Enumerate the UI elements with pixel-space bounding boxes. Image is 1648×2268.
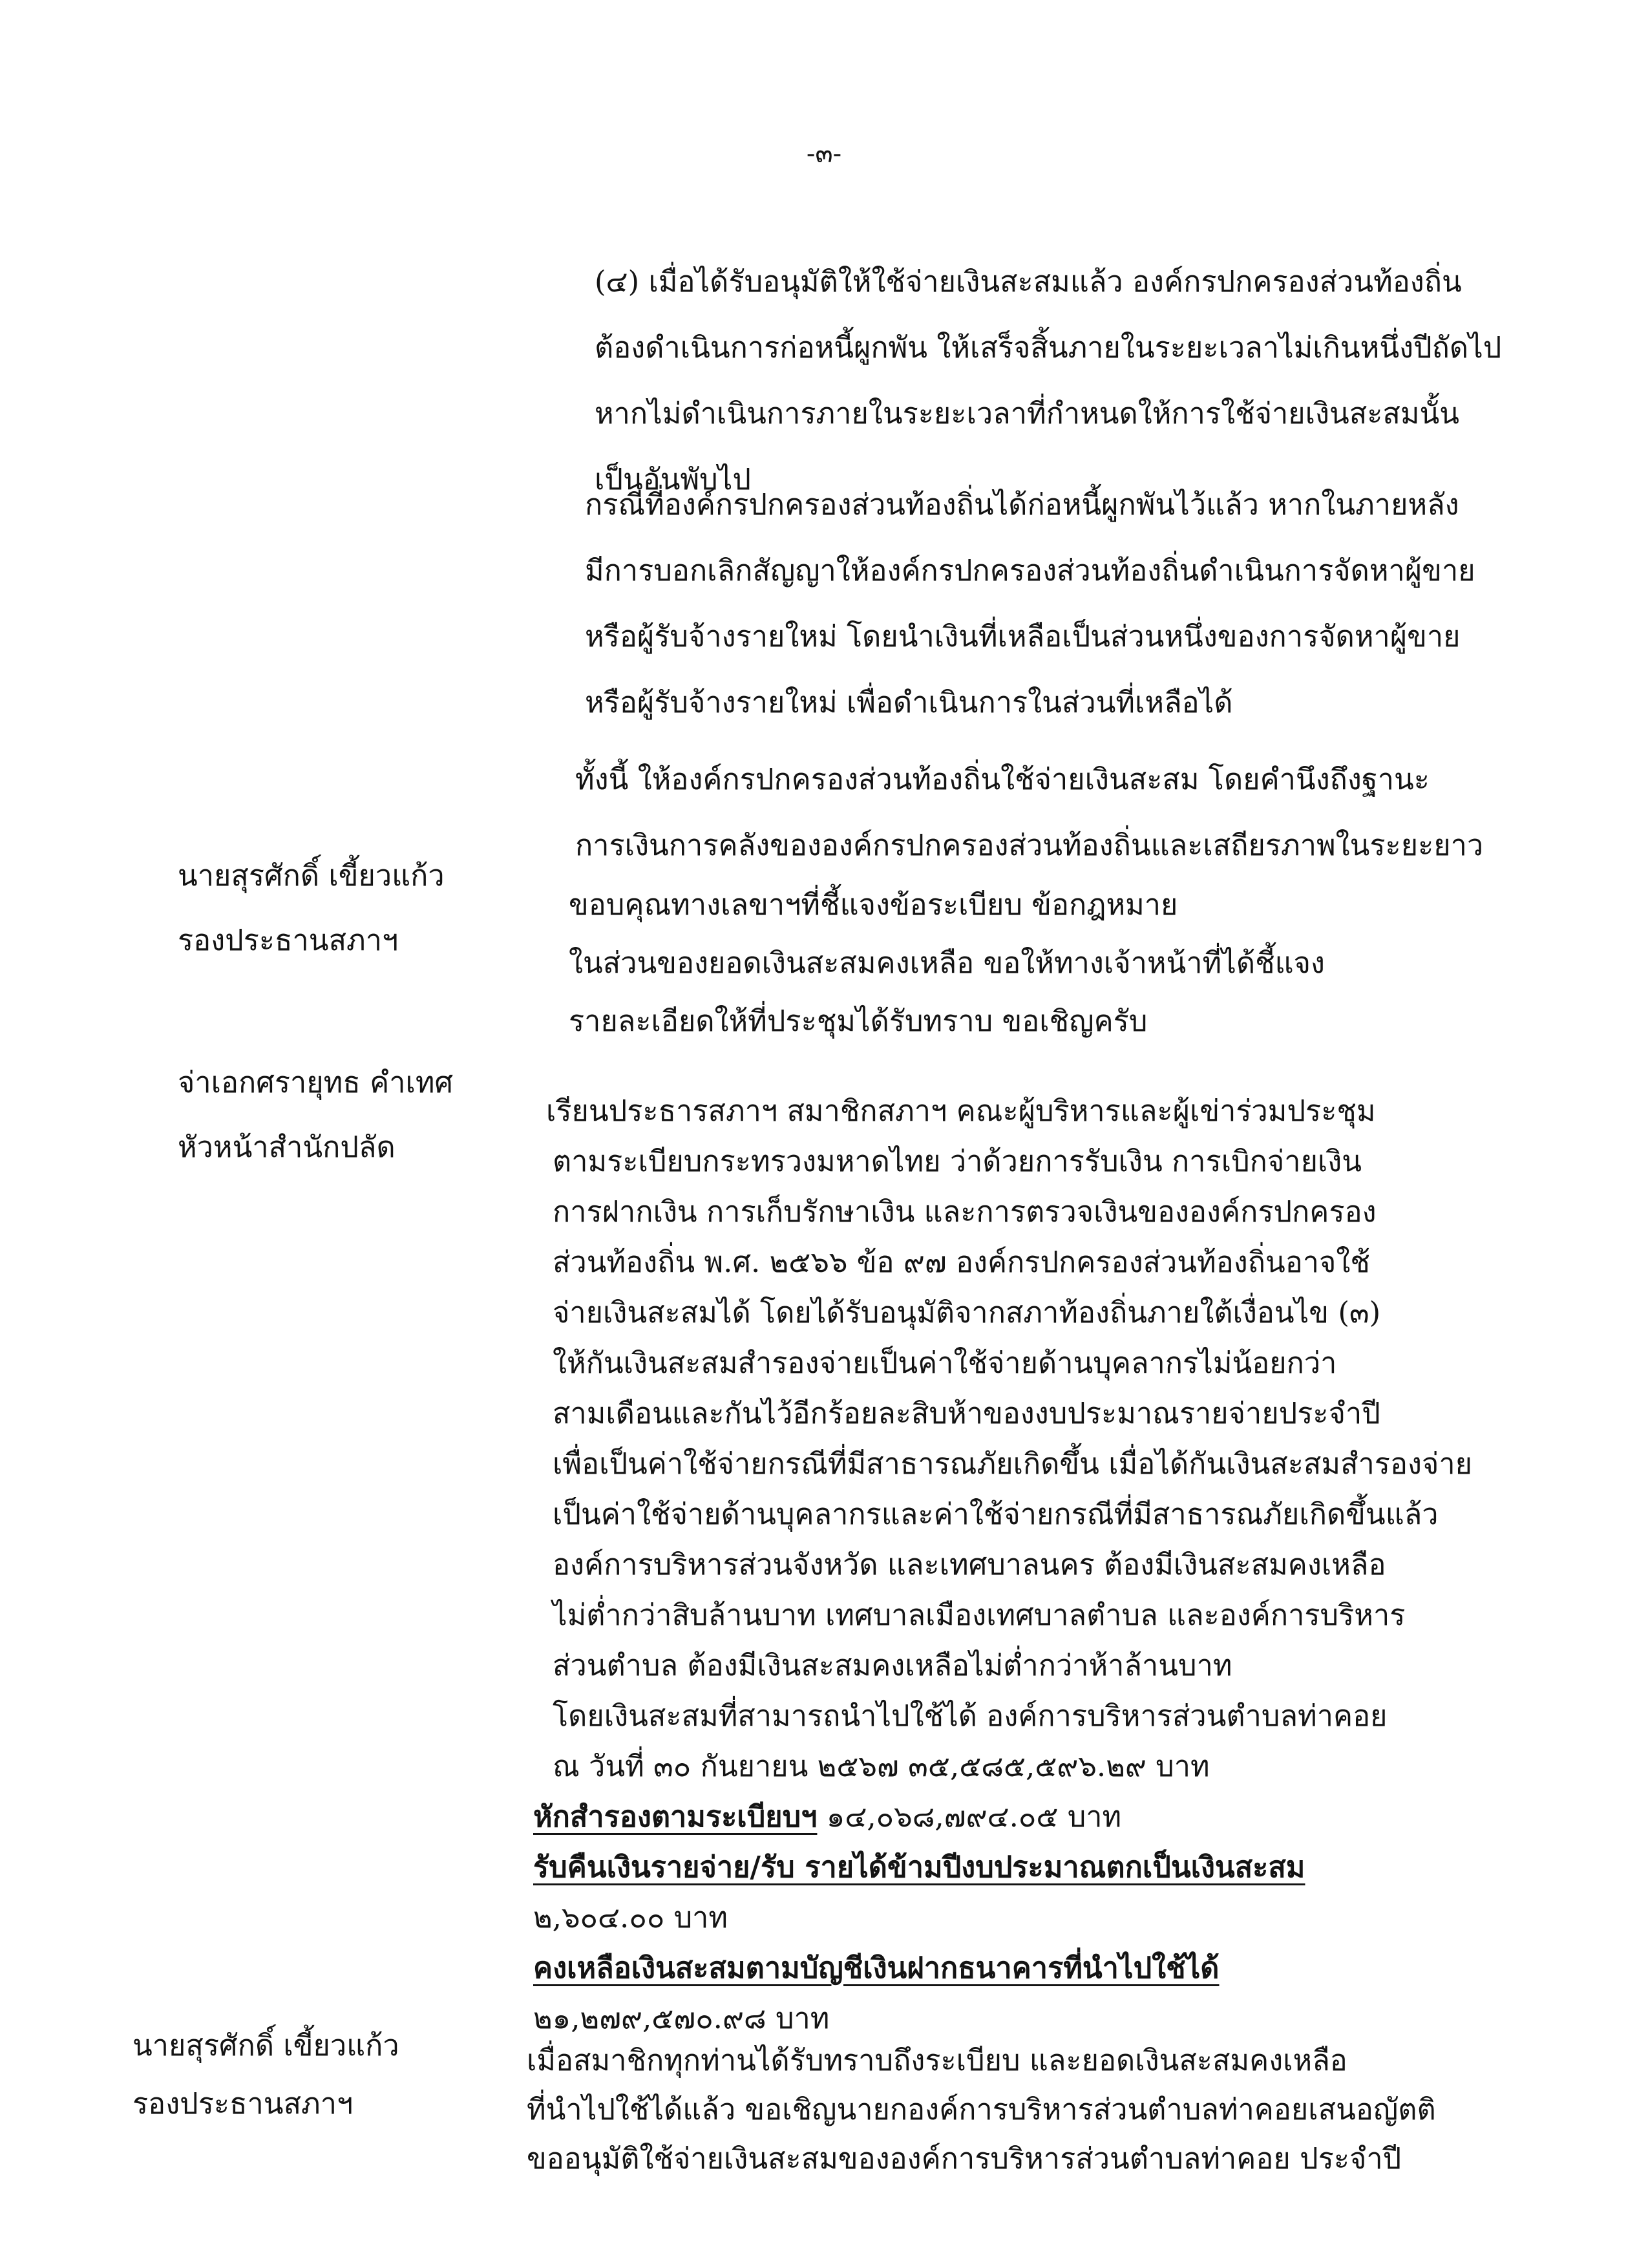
text-line: การฝากเงิน การเก็บรักษาเงิน และการตรวจเงินขององค์กรปกครอง	[553, 1194, 1377, 1229]
speech-1	[569, 876, 1325, 1050]
text-line: ขออนุมัติใช้จ่ายเงินสะสมขององค์การบริหารส่วนตำบลท่าคอย ประจำปี	[527, 2141, 1402, 2176]
text-line: (๔) เมื่อได้รับอนุมัติให้ใช้จ่ายเงินสะสมแล้ว องค์กรปกครองส่วนท้องถิ่น	[595, 264, 1462, 299]
text-line: รายละเอียดให้ที่ประชุมได้รับทราบ ขอเชิญครับ	[569, 1004, 1148, 1038]
text-line: องค์การบริหารส่วนจังหวัด และเทศบาลนคร ต้องมีเงินสะสมคงเหลือ	[553, 1547, 1386, 1582]
text-line: เป็นค่าใช้จ่ายด้านบุคลากรและค่าใช้จ่ายกรณีที่มีสาธารณภัยเกิดขึ้นแล้ว	[553, 1497, 1439, 1531]
text-line: โดยเงินสะสมที่สามารถนำไปใช้ได้ องค์การบริหารส่วนตำบลท่าคอย	[553, 1699, 1388, 1733]
speaker-name: จ่าเอกศรายุทธ คำเทศ	[178, 1065, 454, 1099]
refund-label: รับคืนเงินรายจ่าย/รับ รายได้ข้ามปีงบประมาณตกเป็นเงินสะสม	[533, 1850, 1305, 1884]
text-line: สามเดือนและกันไว้อีกร้อยละสิบห้าของงบประมาณรายจ่ายประจำปี	[553, 1396, 1380, 1430]
balance-label: คงเหลือเงินสะสมตามบัญชีเงินฝากธนาคารที่นำไปใช้ได้	[533, 1951, 1220, 1985]
text-line: กรณีที่องค์กรปกครองส่วนท้องถิ่นได้ก่อหนี้ผูกพันไว้แล้ว หากในภายหลัง	[585, 487, 1459, 522]
page-number: -๓-	[806, 139, 842, 169]
text-line: ส่วนตำบล ต้องมีเงินสะสมคงเหลือไม่ต่ำกว่าห้าล้านบาท	[553, 1648, 1232, 1682]
text-line: มีการบอกเลิกสัญญาให้องค์กรปกครองส่วนท้องถิ่นดำเนินการจัดหาผู้ขาย	[585, 553, 1475, 588]
text-line: ในส่วนของยอดเงินสะสมคงเหลือ ขอให้ทางเจ้าหน้าที่ได้ชี้แจง	[569, 946, 1325, 980]
paragraph-contract-cancel	[585, 472, 1475, 736]
text-line: หากไม่ดำเนินการภายในระยะเวลาที่กำหนดให้การใช้จ่ายเงินสะสมนั้น	[595, 396, 1460, 430]
speech-2	[533, 1086, 1472, 2044]
text-line: ขอบคุณทางเลขาฯที่ชี้แจงข้อระเบียบ ข้อกฎหมาย	[569, 887, 1178, 922]
speaker-1	[178, 843, 445, 973]
text-line: เป็นอันพับไป	[595, 462, 751, 496]
text-line: ตามระเบียบกระทรวงมหาดไทย ว่าด้วยการรับเงิน การเบิกจ่ายเงิน	[553, 1144, 1362, 1178]
text-line: ให้กันเงินสะสมสำรองจ่ายเป็นค่าใช้จ่ายด้านบุคลากรไม่น้อยกว่า	[553, 1346, 1337, 1380]
speaker-2	[178, 1050, 453, 1180]
speaker-3	[132, 2017, 399, 2133]
text-line: หรือผู้รับจ้างรายใหม่ เพื่อดำเนินการในส่วนที่เหลือได้	[585, 685, 1233, 719]
speaker-role: หัวหน้าสำนักปลัด	[178, 1130, 396, 1164]
text-line: จ่ายเงินสะสมได้ โดยได้รับอนุมัติจากสภาท้องถิ่นภายใต้เงื่อนไข (๓)	[553, 1295, 1381, 1330]
text-line: เพื่อเป็นค่าใช้จ่ายกรณีที่มีสาธารณภัยเกิดขึ้น เมื่อได้กันเงินสะสมสำรองจ่าย	[553, 1447, 1472, 1481]
text-line: ที่นำไปใช้ได้แล้ว ขอเชิญนายกองค์การบริหารส่วนตำบลท่าคอยเสนอญัตติ	[527, 2092, 1436, 2126]
text-line: ไม่ต่ำกว่าสิบล้านบาท เทศบาลเมืองเทศบาลตำบล และองค์การบริหาร	[553, 1598, 1406, 1632]
text-line: ณ วันที่ ๓๐ กันยายน ๒๕๖๗ ๓๕,๕๘๕,๕๙๖.๒๙ บาท	[553, 1749, 1210, 1783]
text-line: เรียนประธารสภาฯ สมาชิกสภาฯ คณะผู้บริหารและผู้เข่าร่วมประชุม	[546, 1094, 1376, 1128]
speech-3	[527, 2036, 1436, 2183]
speaker-name: นายสุรศักดิ์ เขี้ยวแก้ว	[178, 858, 445, 893]
speaker-role: รองประธานสภาฯ	[132, 2086, 354, 2121]
text-line: หรือผู้รับจ้างรายใหม่ โดยนำเงินที่เหลือเป็นส่วนหนึ่งของการจัดหาผู้ขาย	[585, 619, 1461, 653]
balance-value: ๒๑,๒๗๙,๕๗๐.๙๘ บาท	[533, 2001, 830, 2035]
text-line: ต้องดำเนินการก่อหนี้ผูกพัน ให้เสร็จสิ้นภายในระยะเวลาไม่เกินหนึ่งปีถัดไป	[595, 330, 1502, 365]
speaker-role: รองประธานสภาฯ	[178, 923, 399, 957]
text-line: การเงินการคลังขององค์กรปกครองส่วนท้องถิ่นและเสถียรภาพในระยะยาว	[575, 828, 1484, 862]
reserve-value: ๑๔,๐๖๘,๗๙๔.๐๕ บาท	[817, 1799, 1122, 1834]
paragraph-fiscal-stability	[575, 747, 1483, 878]
speaker-name: นายสุรศักดิ์ เขี้ยวแก้ว	[132, 2028, 399, 2062]
text-line: ส่วนท้องถิ่น พ.ศ. ๒๕๖๖ ข้อ ๙๗ องค์กรปกครองส่วนท้องถิ่นอาจใช้	[553, 1245, 1370, 1279]
reserve-label: หักสำรองตามระเบียบฯ	[533, 1799, 818, 1834]
text-line: ทั้งนี้ ให้องค์กรปกครองส่วนท้องถิ่นใช้จ่ายเงินสะสม โดยคำนึงถึงฐานะ	[575, 762, 1430, 796]
refund-value: ๒,๖๐๔.๐๐ บาท	[533, 1900, 728, 1934]
text-line: เมื่อสมาชิกทุกท่านได้รับทราบถึงระเบียบ และยอดเงินสะสมคงเหลือ	[527, 2043, 1347, 2077]
